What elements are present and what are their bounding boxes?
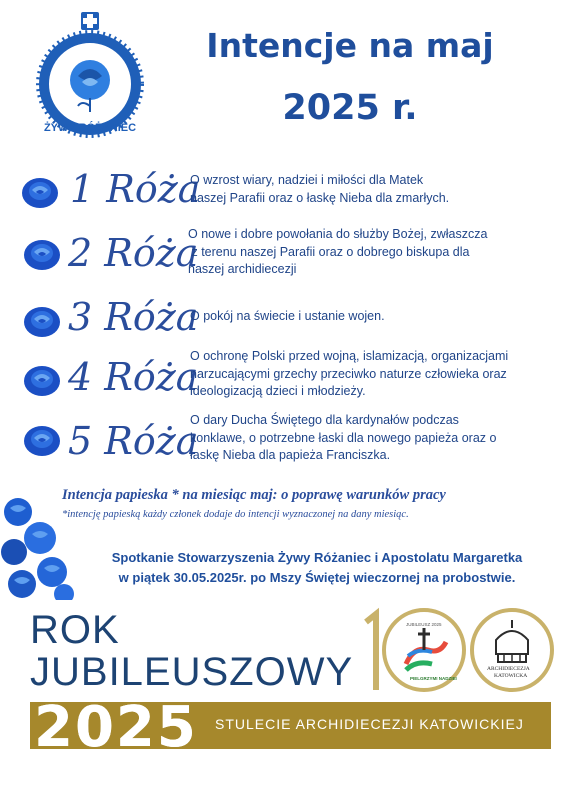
blue-rose-icon <box>20 176 60 210</box>
rose-label-3: 3 Róża <box>68 295 199 339</box>
intention-line: ideologizacją dzieci i młodzieży. <box>190 384 366 398</box>
rose-intention-3 <box>190 308 385 326</box>
association-logo <box>33 10 147 146</box>
rose-label-4: 4 Róża <box>68 355 199 399</box>
centenary-100-graphic <box>362 606 562 696</box>
rose-intention-2 <box>188 226 487 279</box>
page-title-year: 2025 r. <box>282 88 418 128</box>
blue-rose-icon <box>22 424 62 458</box>
logo-text-bottom: ŻYWY RÓŻANIEC <box>43 122 137 134</box>
intention-line: O wzrost wiary, nadziei i miłości dla Matek <box>190 173 424 187</box>
meeting-info-line1: Spotkanie Stowarzyszenia Żywy Różaniec i Apostolatu Margaretka <box>111 550 523 565</box>
intention-line: O pokój na świecie i ustanie wojen. <box>190 309 385 323</box>
blue-rose-icon <box>22 364 62 398</box>
rose-intention-4 <box>190 348 508 401</box>
intention-line: O nowe i dobre powołania do służby Bożej, zwłaszcza <box>188 227 488 241</box>
intention-line: konklawe, o potrzebne łaski dla nowego papieża oraz o <box>190 430 497 445</box>
archdiocese-label-1: ARCHIDIECEZJA <box>487 666 530 672</box>
rose-label-2: 2 Róża <box>68 231 199 275</box>
archdiocese-label-2: KATOWICKA <box>494 673 528 679</box>
intention-line: łaskę Nieba dla papieża Franciszka. <box>190 448 391 462</box>
jubilee-year: 2025 <box>34 695 198 760</box>
jubilee-badge-caption: PIELGRZYMI NADZIEI <box>410 676 457 681</box>
papal-intention-note: *intencję papieską każdy członek dodaje do intencji wyznaczonej na dany miesiąc. <box>62 509 409 520</box>
intention-line: naszej archidiecezji <box>188 262 297 276</box>
rose-intention-5 <box>190 412 496 465</box>
jubilee-badge-top: JUBILEUSZ 2025 <box>406 622 442 627</box>
blue-rose-icon <box>22 238 62 272</box>
jubilee-band-text: STULECIE ARCHIDIECEZJI KATOWICKIEJ <box>215 716 524 732</box>
jubilee-jubileuszowy: JUBILEUSZOWY <box>30 650 354 694</box>
papal-intention: Intencja papieska * na miesiąc maj: o poprawę warunków pracy <box>62 487 446 503</box>
meeting-info-line2: w piątek 30.05.2025r. po Mszy Świętej wieczornej na probostwie. <box>118 570 516 585</box>
rose-intention-1 <box>190 172 449 207</box>
intention-line: naszej Parafii oraz o łaskę Nieba dla zmarłych. <box>190 190 450 205</box>
rose-label-5: 5 Róża <box>68 419 199 463</box>
intention-line: O ochronę Polski przed wojną, islamizacją, organizacjami <box>190 349 509 363</box>
intention-line: O dary Ducha Świętego dla kardynałów podczas <box>190 413 459 427</box>
page-title: Intencje na maj <box>206 26 494 65</box>
blue-roses-decoration <box>0 490 80 600</box>
jubilee-rok: ROK <box>30 608 120 652</box>
blue-rose-icon <box>22 305 62 339</box>
intention-line: narzucającymi grzechy przeciwko naturze człowieka oraz <box>190 366 507 381</box>
intention-line: z terenu naszej Parafii oraz o dobrego biskupa dla <box>188 244 470 259</box>
rose-label-1: 1 Róża <box>70 167 201 211</box>
